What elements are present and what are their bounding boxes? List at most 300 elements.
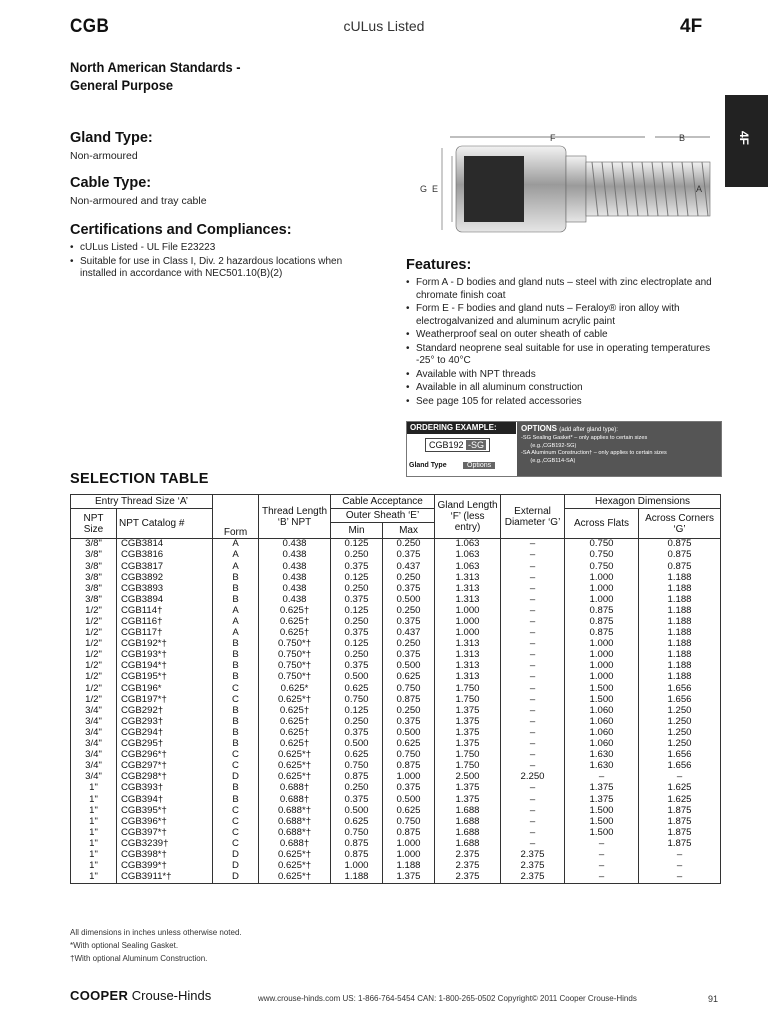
table-cell: CGB3893	[117, 583, 213, 594]
table-cell: 1.375	[435, 739, 501, 750]
table-cell: 1"	[71, 827, 117, 838]
options-heading: OPTIONS (add after gland type):	[521, 424, 618, 433]
table-row	[71, 816, 721, 827]
cable-type-value: Non-armoured and tray cable	[70, 195, 207, 207]
option-sg: -SG Sealing Gasket* – only applies to certain sizes (e.g.,CGB192-SG)	[521, 435, 648, 449]
table-cell: 1.313	[435, 661, 501, 672]
table-cell: 0.438	[259, 594, 331, 605]
table-cell: 1/2"	[71, 617, 117, 628]
table-cell: 0.125	[331, 606, 383, 617]
table-cell: CGB196*	[117, 683, 213, 694]
table-cell: A	[213, 617, 259, 628]
table-cell: CGB293†	[117, 717, 213, 728]
table-cell: 0.875	[331, 850, 383, 861]
note-dimensions: All dimensions in inches unless otherwise noted.	[70, 928, 242, 937]
table-cell: 0.625†	[259, 739, 331, 750]
table-cell: 2.500	[435, 772, 501, 783]
table-cell: 0.625*†	[259, 750, 331, 761]
table-cell: 0.875	[565, 628, 639, 639]
table-cell: 1.188	[639, 672, 721, 683]
ordering-suffix: -SG	[468, 440, 485, 450]
table-cell: 1.000	[383, 772, 435, 783]
table-notes	[70, 926, 242, 965]
table-cell: 1.750	[435, 683, 501, 694]
table-cell: –	[501, 650, 565, 661]
table-row	[71, 639, 721, 650]
table-cell: B	[213, 650, 259, 661]
table-cell: –	[501, 617, 565, 628]
table-cell: CGB292†	[117, 705, 213, 716]
table-cell: –	[501, 572, 565, 583]
table-cell: 1.188	[383, 861, 435, 872]
table-row	[71, 650, 721, 661]
table-cell: 1.063	[435, 561, 501, 572]
table-cell: –	[565, 861, 639, 872]
table-cell: –	[501, 827, 565, 838]
table-cell: 0.375	[383, 617, 435, 628]
table-cell: 1.500	[565, 694, 639, 705]
ordering-part-code: CGB192	[429, 440, 464, 450]
table-row	[71, 617, 721, 628]
table-cell: 0.875	[639, 539, 721, 551]
feature-item: • Weatherproof seal on outer sheath of cable	[406, 329, 722, 342]
table-cell: 1.060	[565, 739, 639, 750]
table-cell: –	[501, 717, 565, 728]
table-cell: 1.188	[639, 661, 721, 672]
table-cell: CGB398*†	[117, 850, 213, 861]
npt-size-header: NPT Size	[71, 509, 117, 539]
table-cell: 1.250	[639, 739, 721, 750]
ordering-example-heading: ORDERING EXAMPLE:	[407, 422, 516, 434]
table-cell: 0.625†	[259, 705, 331, 716]
table-cell: 1.375	[435, 717, 501, 728]
table-cell: 3/8"	[71, 539, 117, 551]
table-cell: CGB3816	[117, 550, 213, 561]
table-cell: 3/8"	[71, 550, 117, 561]
table-cell: –	[501, 661, 565, 672]
table-cell: 0.750	[383, 816, 435, 827]
table-cell: 3/4"	[71, 772, 117, 783]
table-cell: –	[501, 839, 565, 850]
table-cell: 1.188	[639, 583, 721, 594]
table-row	[71, 606, 721, 617]
table-cell: 2.375	[435, 861, 501, 872]
table-cell: 1/2"	[71, 672, 117, 683]
features-heading: Features:	[406, 257, 472, 273]
npt-catalog-header: NPT Catalog #	[117, 509, 213, 539]
table-row	[71, 772, 721, 783]
table-cell: 0.375	[383, 550, 435, 561]
table-cell: C	[213, 839, 259, 850]
table-cell: 1.630	[565, 750, 639, 761]
page-number: 91	[708, 994, 719, 1004]
table-cell: 1.656	[639, 694, 721, 705]
table-cell: 0.250	[331, 717, 383, 728]
table-cell: –	[639, 772, 721, 783]
table-cell: A	[213, 606, 259, 617]
table-cell: 0.750	[331, 827, 383, 838]
table-cell: 0.250	[383, 639, 435, 650]
gland-length-header: Gland Length ‘F’ (less entry)	[435, 495, 501, 539]
table-cell: B	[213, 583, 259, 594]
table-cell: 1.060	[565, 728, 639, 739]
hexagon-header: Hexagon Dimensions	[565, 495, 721, 509]
table-row	[71, 672, 721, 683]
dim-label-a: A	[696, 184, 703, 194]
table-cell: 1.000	[383, 839, 435, 850]
table-cell: –	[501, 683, 565, 694]
table-cell: 1.313	[435, 572, 501, 583]
table-cell: 0.375	[331, 794, 383, 805]
table-row	[71, 683, 721, 694]
table-cell: CGB396*†	[117, 816, 213, 827]
external-diameter-header: External Diameter ‘G’	[501, 495, 565, 539]
table-cell: CGB297*†	[117, 761, 213, 772]
table-cell: 0.688*†	[259, 805, 331, 816]
table-cell: 0.750*†	[259, 661, 331, 672]
table-cell: 2.375	[435, 872, 501, 884]
table-cell: 0.875	[565, 606, 639, 617]
table-cell: 1.000	[565, 583, 639, 594]
dim-label-g: G	[420, 184, 428, 194]
table-cell: –	[501, 639, 565, 650]
table-cell: –	[501, 739, 565, 750]
table-cell: B	[213, 639, 259, 650]
table-cell: 0.375	[331, 628, 383, 639]
table-cell: 1.000	[565, 650, 639, 661]
cable-type-heading: Cable Type:	[70, 175, 152, 191]
company-logo: COOPER Crouse-Hinds	[70, 988, 212, 1003]
table-cell: –	[501, 750, 565, 761]
selection-table	[70, 494, 721, 884]
table-cell: 0.750*†	[259, 672, 331, 683]
table-cell: –	[501, 761, 565, 772]
dim-label-b: B	[679, 133, 686, 143]
table-cell: 0.500	[331, 805, 383, 816]
table-cell: 2.250	[501, 772, 565, 783]
entry-thread-header: Entry Thread Size ‘A’	[71, 495, 213, 509]
table-cell: 0.625	[383, 805, 435, 816]
table-cell: 1.875	[639, 805, 721, 816]
table-cell: 0.500	[331, 739, 383, 750]
table-cell: 2.375	[501, 850, 565, 861]
table-cell: 1.688	[435, 839, 501, 850]
table-cell: 1.750	[435, 694, 501, 705]
feature-item: • Standard neoprene seal suitable for use in operating temperatures -25° to 40°C	[406, 343, 722, 368]
table-cell: 1"	[71, 783, 117, 794]
table-cell: CGB296*†	[117, 750, 213, 761]
table-cell: 1.375	[565, 794, 639, 805]
table-cell: 1.375	[435, 728, 501, 739]
table-cell: B	[213, 594, 259, 605]
ordering-part-number	[425, 438, 490, 452]
table-cell: 1.750	[435, 750, 501, 761]
table-cell: 0.875	[331, 839, 383, 850]
table-cell: 0.375	[383, 717, 435, 728]
table-cell: 1"	[71, 850, 117, 861]
table-cell: 1.000	[565, 672, 639, 683]
table-cell: CGB3911*†	[117, 872, 213, 884]
table-cell: 0.437	[383, 561, 435, 572]
table-cell: –	[639, 872, 721, 884]
table-cell: 1"	[71, 794, 117, 805]
table-cell: 0.750	[565, 550, 639, 561]
table-cell: 1.000	[331, 861, 383, 872]
gland-type-value: Non-armoured	[70, 150, 138, 162]
table-row	[71, 805, 721, 816]
table-cell: 0.688†	[259, 794, 331, 805]
table-row	[71, 561, 721, 572]
table-row	[71, 694, 721, 705]
table-cell: 1.625	[639, 783, 721, 794]
section-tab	[725, 95, 768, 187]
table-cell: CGB195*†	[117, 672, 213, 683]
table-row	[71, 872, 721, 884]
subtitle-line-1: North American Standards -	[70, 59, 241, 75]
table-cell: 1.625	[639, 794, 721, 805]
table-cell: 0.250	[383, 705, 435, 716]
table-cell: CGB192*†	[117, 639, 213, 650]
table-cell: D	[213, 772, 259, 783]
table-cell: 1/2"	[71, 639, 117, 650]
table-cell: –	[501, 794, 565, 805]
table-cell: 3/4"	[71, 761, 117, 772]
table-cell: 0.500	[383, 794, 435, 805]
feature-item: • Available in all aluminum construction	[406, 382, 722, 395]
table-cell: 0.750	[331, 761, 383, 772]
table-cell: 1"	[71, 872, 117, 884]
table-cell: 1"	[71, 839, 117, 850]
table-cell: 1.188	[639, 639, 721, 650]
ordering-example-box	[406, 421, 722, 477]
note-aluminum: †With optional Aluminum Construction.	[70, 954, 208, 963]
table-cell: 3/4"	[71, 728, 117, 739]
table-cell: 1.875	[639, 827, 721, 838]
table-row	[71, 594, 721, 605]
cert-item: • Suitable for use in Class I, Div. 2 hazardous locations when installed in accordance with NEC501.10(B)(2)	[70, 256, 370, 281]
table-cell: CGB117†	[117, 628, 213, 639]
table-cell: 1.250	[639, 717, 721, 728]
table-cell: 3/8"	[71, 572, 117, 583]
table-cell: 0.375	[331, 561, 383, 572]
table-cell: –	[565, 850, 639, 861]
table-cell: C	[213, 694, 259, 705]
table-cell: 0.750	[383, 750, 435, 761]
table-cell: 1.063	[435, 539, 501, 551]
table-cell: 0.625*†	[259, 872, 331, 884]
table-cell: B	[213, 794, 259, 805]
table-cell: 0.688†	[259, 783, 331, 794]
table-cell: 0.125	[331, 705, 383, 716]
table-cell: –	[501, 539, 565, 551]
table-row	[71, 717, 721, 728]
table-cell: 1.313	[435, 594, 501, 605]
table-cell: 0.375	[331, 594, 383, 605]
table-cell: CGB397*†	[117, 827, 213, 838]
table-cell: 0.250	[383, 606, 435, 617]
table-cell: CGB193*†	[117, 650, 213, 661]
table-cell: 0.750	[565, 539, 639, 551]
table-cell: 0.688*†	[259, 816, 331, 827]
table-cell: B	[213, 739, 259, 750]
cert-item: • cULus Listed - UL File E23223	[70, 242, 370, 255]
table-cell: 1.000	[565, 639, 639, 650]
table-cell: –	[501, 783, 565, 794]
table-cell: 0.438	[259, 561, 331, 572]
table-cell: 1.375	[435, 783, 501, 794]
selection-table-title: SELECTION TABLE	[70, 471, 209, 487]
table-cell: B	[213, 661, 259, 672]
feature-item: • Available with NPT threads	[406, 369, 722, 382]
table-cell: 0.250	[331, 617, 383, 628]
table-cell: CGB3239†	[117, 839, 213, 850]
table-cell: C	[213, 750, 259, 761]
feature-item: • Form A - D bodies and gland nuts – steel with zinc electroplate and chromate finish coat	[406, 277, 722, 302]
options-panel	[517, 422, 721, 476]
feature-item: • Form E - F bodies and gland nuts – Feraloy® iron alloy with electrogalvanized and aluminum acrylic paint	[406, 303, 722, 328]
table-row	[71, 850, 721, 861]
gland-type-heading: Gland Type:	[70, 130, 153, 146]
table-row	[71, 572, 721, 583]
table-cell: 1/2"	[71, 628, 117, 639]
table-cell: 1.188	[639, 617, 721, 628]
table-cell: 1.375	[435, 794, 501, 805]
table-cell: 0.875	[383, 694, 435, 705]
table-cell: 1.063	[435, 550, 501, 561]
section-tab-label: 4F	[737, 130, 752, 146]
table-cell: 1.060	[565, 705, 639, 716]
table-cell: 1.630	[565, 761, 639, 772]
table-cell: 0.688*†	[259, 827, 331, 838]
table-cell: –	[501, 606, 565, 617]
table-cell: 0.250	[331, 583, 383, 594]
table-cell: 0.875	[383, 761, 435, 772]
table-cell: 1"	[71, 816, 117, 827]
table-cell: 0.250	[331, 550, 383, 561]
table-row	[71, 783, 721, 794]
table-cell: 0.875	[565, 617, 639, 628]
table-cell: 0.250	[383, 572, 435, 583]
table-cell: C	[213, 805, 259, 816]
table-cell: 1.375	[383, 872, 435, 884]
table-cell: 1.500	[565, 827, 639, 838]
table-cell: 0.250	[331, 650, 383, 661]
table-cell: CGB3894	[117, 594, 213, 605]
table-cell: 0.250	[331, 783, 383, 794]
table-cell: 2.375	[501, 872, 565, 884]
table-cell: 0.625*†	[259, 761, 331, 772]
table-cell: –	[501, 672, 565, 683]
table-cell: 1.000	[565, 594, 639, 605]
table-cell: CGB3817	[117, 561, 213, 572]
thread-length-header: Thread Length ‘B’ NPT	[259, 495, 331, 539]
table-cell: 0.625*†	[259, 861, 331, 872]
table-cell: 1.656	[639, 683, 721, 694]
table-cell: –	[565, 839, 639, 850]
table-cell: 0.375	[331, 728, 383, 739]
table-cell: 0.750*†	[259, 639, 331, 650]
table-cell: 0.625*†	[259, 850, 331, 861]
table-cell: CGB3892	[117, 572, 213, 583]
table-cell: 0.500	[383, 594, 435, 605]
table-row	[71, 705, 721, 716]
table-cell: C	[213, 816, 259, 827]
option-sa: -SA Aluminum Construction† – only applies to certain sizes (e.g.,CGB114-SA)	[521, 450, 667, 464]
table-cell: 1.500	[565, 805, 639, 816]
table-cell: 1.000	[383, 850, 435, 861]
table-cell: 1.250	[639, 705, 721, 716]
table-row	[71, 628, 721, 639]
table-cell: –	[501, 550, 565, 561]
table-row	[71, 750, 721, 761]
table-cell: A	[213, 539, 259, 551]
table-cell: 1.688	[435, 827, 501, 838]
table-cell: CGB3814	[117, 539, 213, 551]
table-cell: 1.375	[565, 783, 639, 794]
table-cell: 1.188	[639, 572, 721, 583]
table-row	[71, 839, 721, 850]
table-cell: B	[213, 572, 259, 583]
table-cell: 0.375	[383, 783, 435, 794]
footer-contact: www.crouse-hinds.com US: 1-866-764-5454 CAN: 1-800-265-0502 Copyright© 2011 Cooper Crouse-Hinds	[258, 994, 637, 1003]
table-cell: –	[501, 816, 565, 827]
table-cell: 0.625	[331, 816, 383, 827]
table-row	[71, 661, 721, 672]
table-cell: 0.625†	[259, 728, 331, 739]
table-cell: D	[213, 872, 259, 884]
table-cell: 1/2"	[71, 661, 117, 672]
table-cell: 0.875	[383, 827, 435, 838]
table-cell: 0.250	[383, 539, 435, 551]
table-cell: B	[213, 705, 259, 716]
table-cell: 1.656	[639, 750, 721, 761]
table-cell: –	[565, 772, 639, 783]
table-cell: 1.000	[435, 617, 501, 628]
cable-acceptance-header: Cable Acceptance	[331, 495, 435, 509]
table-row	[71, 550, 721, 561]
table-cell: 3/4"	[71, 739, 117, 750]
table-cell: 0.438	[259, 572, 331, 583]
table-cell: –	[501, 705, 565, 716]
certifications-heading: Certifications and Compliances:	[70, 222, 292, 238]
table-cell: 0.125	[331, 539, 383, 551]
table-cell: –	[639, 850, 721, 861]
table-cell: 0.438	[259, 583, 331, 594]
table-cell: 1/2"	[71, 694, 117, 705]
table-cell: –	[501, 694, 565, 705]
table-cell: 1/2"	[71, 650, 117, 661]
table-cell: 0.375	[331, 661, 383, 672]
table-cell: CGB294†	[117, 728, 213, 739]
table-cell: 0.500	[331, 672, 383, 683]
table-row	[71, 761, 721, 772]
max-header: Max	[383, 523, 435, 539]
table-cell: 0.500	[383, 728, 435, 739]
dim-label-f: F	[550, 133, 556, 143]
table-cell: –	[501, 561, 565, 572]
section-number: 4F	[680, 16, 703, 37]
table-cell: 0.625*	[259, 683, 331, 694]
table-cell: 0.625	[383, 739, 435, 750]
table-cell: 0.438	[259, 539, 331, 551]
table-cell: –	[565, 872, 639, 884]
table-cell: 0.625†	[259, 617, 331, 628]
table-cell: 1.188	[331, 872, 383, 884]
table-cell: A	[213, 628, 259, 639]
table-cell: 1.188	[639, 628, 721, 639]
table-cell: 1.000	[565, 572, 639, 583]
table-cell: 1.375	[435, 705, 501, 716]
